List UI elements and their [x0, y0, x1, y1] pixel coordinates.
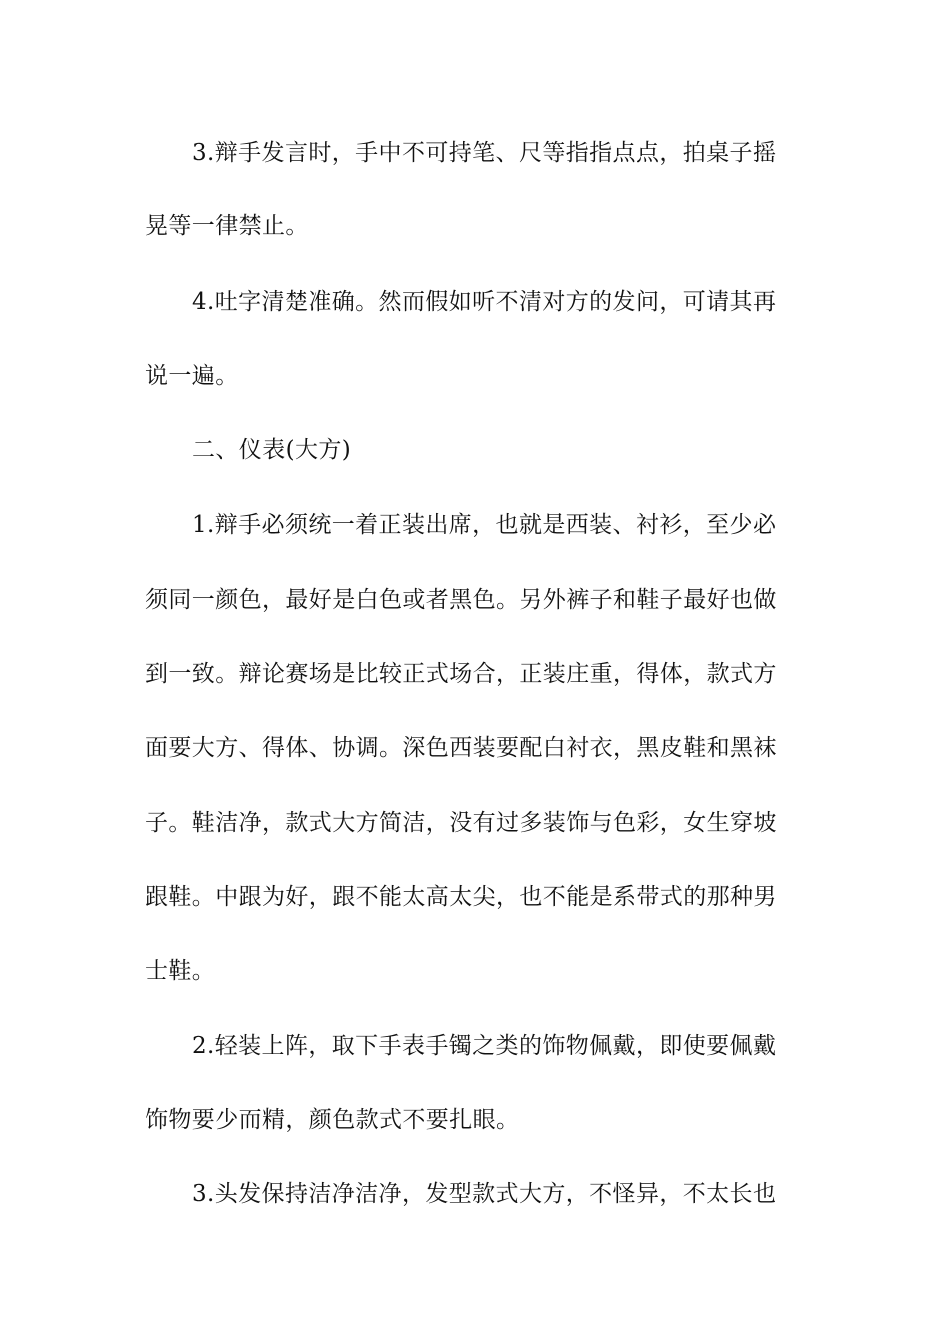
paragraph-3-line-2: 晃等一律禁止。 — [145, 213, 309, 239]
section-2-paragraph-1-line-4: 面要大方、得体、协调。深色西装要配白衬衣，黑皮鞋和黑袜 — [145, 735, 777, 761]
section-2-paragraph-1-line-2: 须同一颜色，最好是白色或者黑色。另外裤子和鞋子最好也做 — [145, 587, 777, 613]
section-2-paragraph-2-line-1: 2.轻装上阵，取下手表手镯之类的饰物佩戴，即使要佩戴 — [192, 1033, 777, 1059]
section-2-paragraph-2-line-2: 饰物要少而精，颜色款式不要扎眼。 — [145, 1107, 520, 1133]
section-2-paragraph-1-line-1: 1.辩手必须统一着正装出席，也就是西装、衬衫，至少必 — [192, 512, 777, 538]
section-2-paragraph-1-line-6: 跟鞋。中跟为好，跟不能太高太尖，也不能是系带式的那种男 — [145, 884, 777, 910]
paragraph-4-line-2: 说一遍。 — [145, 363, 239, 389]
section-2-paragraph-1-line-7: 士鞋。 — [145, 958, 216, 984]
section-2-paragraph-3-line-1: 3.头发保持洁净洁净，发型款式大方，不怪异，不太长也 — [192, 1181, 777, 1207]
section-2-paragraph-1-line-3: 到一致。辩论赛场是比较正式场合，正装庄重，得体，款式方 — [145, 661, 777, 687]
section-heading: 二、仪表(大方) — [192, 437, 352, 463]
section-2-paragraph-1-line-5: 子。鞋洁净，款式大方简洁，没有过多装饰与色彩，女生穿坡 — [145, 810, 777, 836]
paragraph-3-line-1: 3.辩手发言时，手中不可持笔、尺等指指点点，拍桌子摇 — [192, 140, 777, 166]
paragraph-4-line-1: 4.吐字清楚准确。然而假如听不清对方的发问，可请其再 — [192, 289, 777, 315]
